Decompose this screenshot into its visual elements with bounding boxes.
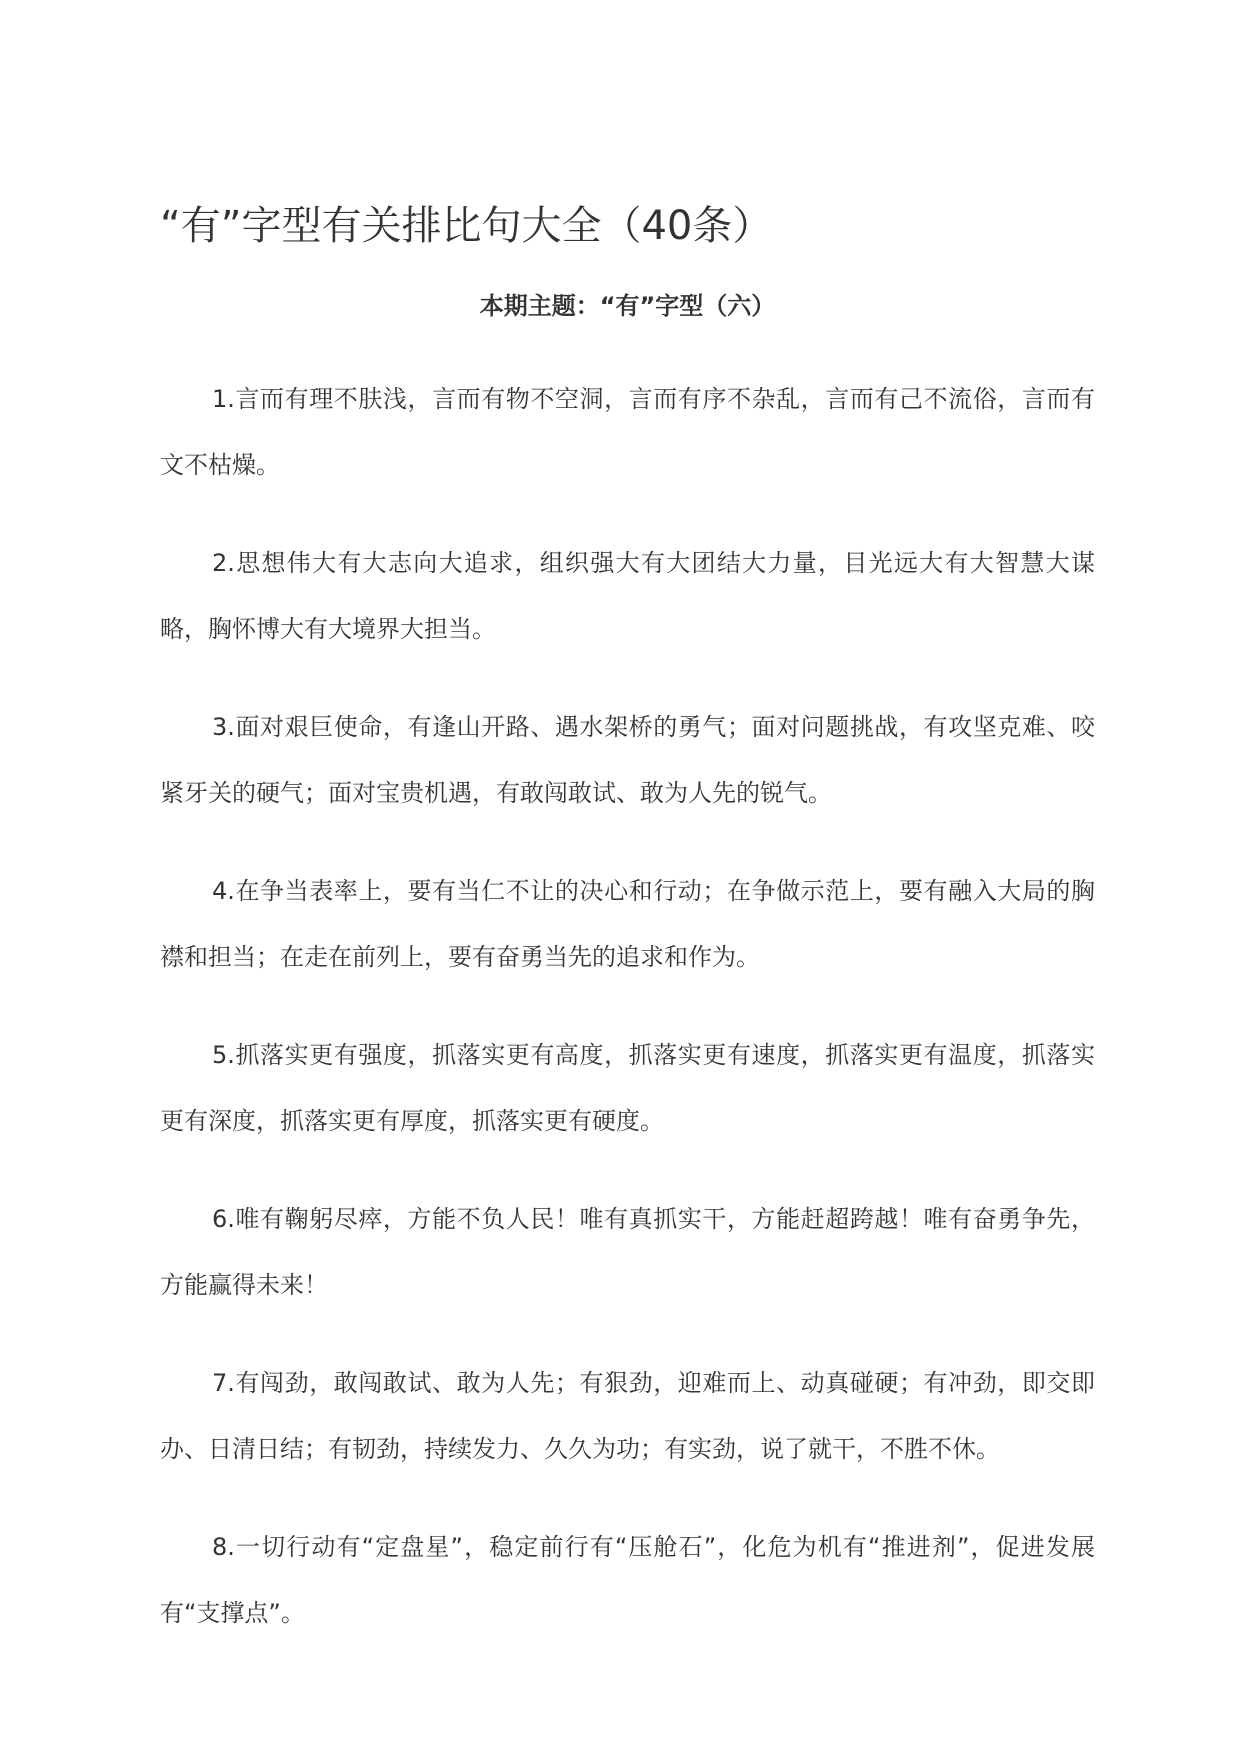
- list-item: 1.言而有理不肤浅，言而有物不空洞，言而有序不杂乱，言而有己不流俗，言而有文不枯燥。: [160, 385, 1095, 479]
- list-item: 7.有闯劲，敢闯敢试、敢为人先；有狠劲，迎难而上、动真碰硬；有冲劲，即交即办、日清日结；有韧劲，持续发力、久久为功；有实劲，说了就干，不胜不休。: [160, 1369, 1095, 1463]
- document-subtitle: 本期主题：“有”字型（六）: [479, 292, 776, 320]
- item-list: [160, 366, 1095, 1678]
- list-item: 4.在争当表率上，要有当仁不让的决心和行动；在争做示范上，要有融入大局的胸襟和担当；在走在前列上，要有奋勇当先的追求和作为。: [160, 877, 1095, 971]
- list-item: 3.面对艰巨使命，有逢山开路、遇水架桥的勇气；面对问题挑战，有攻坚克难、咬紧牙关的硬气；面对宝贵机遇，有敢闯敢试、敢为人先的锐气。: [160, 713, 1095, 807]
- list-item: 5.抓落实更有强度，抓落实更有高度，抓落实更有速度，抓落实更有温度，抓落实更有深度，抓落实更有厚度，抓落实更有硬度。: [160, 1041, 1095, 1135]
- document-title: “有”字型有关排比句大全（40条）: [160, 203, 773, 249]
- list-item: 2.思想伟大有大志向大追求，组织强大有大团结大力量，目光远大有大智慧大谋略，胸怀博大有大境界大担当。: [160, 549, 1095, 643]
- list-item: 8.一切行动有“定盘星”，稳定前行有“压舱石”，化危为机有“推进剂”，促进发展有“支撑点”。: [160, 1533, 1095, 1627]
- list-item: 6.唯有鞠躬尽瘁，方能不负人民！唯有真抓实干，方能赶超跨越！唯有奋勇争先，方能赢得未来！: [160, 1205, 1095, 1299]
